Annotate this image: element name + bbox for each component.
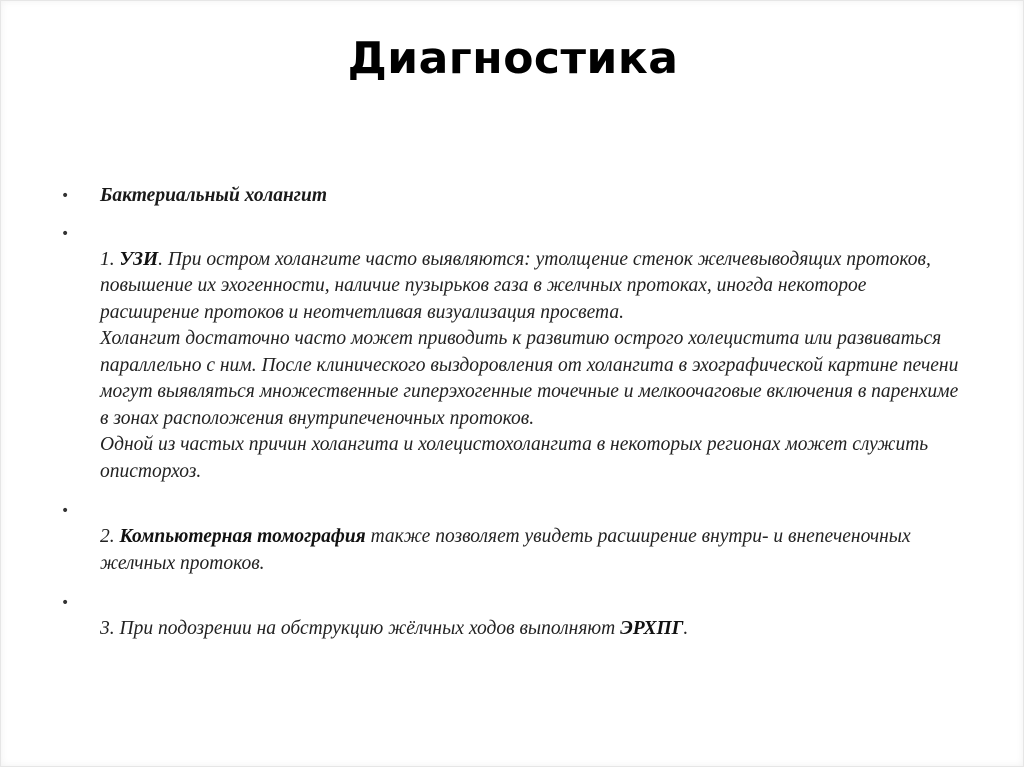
bullet-icon: • bbox=[61, 225, 70, 242]
bullet-icon: • bbox=[61, 595, 70, 611]
ultrasound-paragraph bbox=[100, 247, 961, 327]
bullet-item-4 bbox=[61, 590, 961, 643]
cholangitis-paragraph: Холангит достаточно часто может приводить к развитию острого холецистита или развиваться параллельно с ним. После клинического выздоровления от холангита в эхографической картине печени могут выявляться множественные гиперэхогенные точечные и мелкоочаговые включения в паренхиме в зонах расположения внутрипеченочных протоков. bbox=[100, 328, 959, 429]
bullet-item-1 bbox=[61, 183, 961, 210]
ultrasound-text: . При остром холангите часто выявляются: утолщение стенок желчевыводящих протоков, повышение их эхогенности, наличие пузырьков газа в желчных протоках, иногда некоторое расширение протоков и неотчетливая визуализация просвета. bbox=[100, 248, 931, 323]
ercp-label: ЭРХПГ bbox=[620, 618, 684, 639]
bullet-icon: • bbox=[61, 188, 70, 204]
ercp-paragraph bbox=[100, 616, 961, 643]
slide-title: Диагностика bbox=[347, 33, 679, 84]
opisthorchiasis-paragraph: Одной из частых причин холангита и холецистохолангита в некоторых регионах может служить описторхоз. bbox=[100, 434, 929, 482]
slide-body bbox=[61, 183, 961, 643]
ct-paragraph bbox=[100, 524, 961, 577]
ultrasound-label: УЗИ bbox=[119, 248, 159, 270]
section-heading: Бактериальный холангит bbox=[100, 185, 327, 206]
item-number: 2. bbox=[100, 526, 120, 547]
bullet-item-3 bbox=[61, 498, 961, 577]
bullet-item-2 bbox=[61, 221, 961, 486]
ct-label: Компьютерная томография bbox=[119, 526, 366, 547]
ercp-text: 3. При подозрении на обструкцию жёлчных ходов выполняют bbox=[100, 618, 621, 639]
item-number: 1. bbox=[100, 248, 120, 270]
ct-text: также позволяет увидеть расширение внутри- и внепеченочных желчных протоков. bbox=[100, 526, 911, 574]
bullet-icon: • bbox=[61, 503, 70, 519]
ercp-suffix: . bbox=[683, 618, 689, 639]
